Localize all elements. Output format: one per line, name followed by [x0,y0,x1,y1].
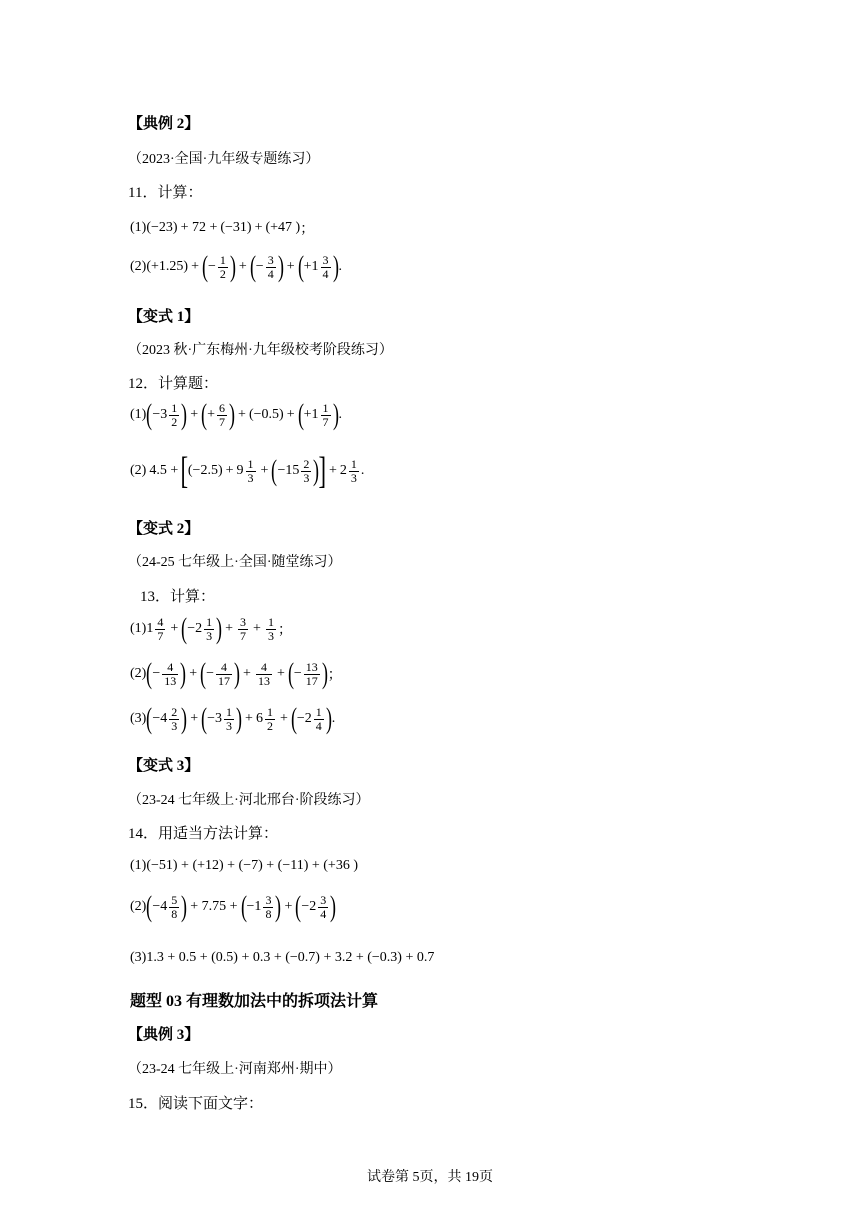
q11-p1-c: (−31) [220,220,252,235]
variant-2-source: （24-25 七年级上·全国·随堂练习） [128,555,342,570]
fraction: $\frac{3}{7}$ [240,614,247,643]
q14-part-2: (2) ( −4 $\frac{5}{8}$ ) + 7.75 + ( −1 $\frac{3}{8}$ ) + ( −2 $\frac{3}{4}$ ) [130,890,337,923]
q11-p1-e: (+47 ) [265,220,301,235]
q12-part-1: (1) ( −3 $\frac{1}{2}$ ) + ( + $\frac{6}{7}$ ) + (−0.5) + ( +1 $\frac{1}{7}$ ) . [130,398,342,431]
q11-part-2: (2) (+1.25) + ( − $\frac{1}{2}$ ) + ( − $\frac{3}{4}$ ) + ( + 1 $\frac{3}{4}$ ) . [130,250,342,283]
fraction: $\frac{1}{3}$ [267,614,274,643]
q11-p1-b: + 72 + [180,220,218,235]
fraction: $\frac{1}{3}$ [226,704,233,733]
question-13: 13．计算： [140,589,216,605]
question-12: 12．计算题： [128,376,219,392]
fraction: $\frac{13}{17}$ [305,659,318,688]
fraction: $\frac{6}{7}$ [219,400,226,429]
fraction: $\frac{4}{17}$ [218,659,231,688]
fraction: $\frac{2}{3}$ [171,704,178,733]
q13-part-1: (1) 1 $\frac{4}{7}$ + ( −2 $\frac{1}{3}$ ) + $\frac{3}{7}$ + $\frac{1}{3}$ ； [130,612,292,645]
variant-2-tag: 【变式 2】 [128,521,200,537]
fraction: $\frac{4}{7}$ [157,614,164,643]
fraction: $\frac{1}{3}$ [350,456,357,485]
q11-p2-idx: (2) [130,259,147,274]
fraction: $\frac{5}{8}$ [171,892,178,921]
fraction: $\frac{3}{4}$ [267,252,274,281]
fraction: $\frac{1}{2}$ [219,252,226,281]
question-15: 15．阅读下面文字： [128,1096,264,1112]
variant-1-source: （2023 秋·广东梅州·九年级校考阶段练习） [128,343,393,358]
fraction: $\frac{2}{3}$ [303,456,310,485]
fraction: $\frac{4}{13}$ [257,659,270,688]
fraction: $\frac{1}{4}$ [315,704,322,733]
q13-part-2: (2) ( − $\frac{4}{13}$ ) + ( − $\frac{4}{17}$ ) + $\frac{4}{13}$ + ( − $\frac{13}{17}$ ) ； [130,657,342,690]
q11-p1-idx: (1) [130,220,147,235]
q11-p1-d: + [254,220,263,235]
question-11: 11．计算： [128,185,203,201]
example-2-source: （2023·全国·九年级专题练习） [128,152,320,167]
fraction: $\frac{3}{4}$ [320,892,327,921]
variant-3-tag: 【变式 3】 [128,758,200,774]
fraction: $\frac{1}{3}$ [247,456,254,485]
page-footer: 试卷第 5页，共 19页 [367,1170,493,1185]
fraction: $\frac{4}{13}$ [164,659,177,688]
question-14: 14．用适当方法计算： [128,826,279,842]
fraction: $\frac{1}{3}$ [206,614,213,643]
q14-part-3: (3)1.3 + 0.5 + (0.5) + 0.3 + (−0.7) + 3.2 + (−0.3) + 0.7 [130,950,435,965]
fraction: $\frac{3}{8}$ [265,892,272,921]
q12-part-2: (2) 4.5 + [ (−2.5) + 9 $\frac{1}{3}$ + ( −15 $\frac{2}{3}$ ) ] + 2 $\frac{1}{3}$ . [130,450,365,492]
fraction: $\frac{1}{2}$ [266,704,273,733]
fraction: $\frac{3}{4}$ [322,252,329,281]
variant-3-source: （23-24 七年级上·河北邢台·阶段练习） [128,793,370,808]
fraction: $\frac{1}{7}$ [322,400,329,429]
q14-part-1: (1)(−51) + (+12) + (−7) + (−11) + (+36 ) [130,858,358,873]
q11-p1-end: ； [300,222,315,237]
q13-part-3: (3) ( −4 $\frac{2}{3}$ ) + ( −3 $\frac{1}{3}$ ) + 6 $\frac{1}{2}$ + ( −2 $\frac{1}{4}$ ) . [130,702,336,735]
section-title: 题型 03 有理数加法中的拆项法计算 [130,993,379,1010]
fraction: $\frac{1}{2}$ [171,400,178,429]
example-2-tag: 【典例 2】 [128,116,200,132]
variant-1-tag: 【变式 1】 [128,309,200,325]
example-3-source: （23-24 七年级上·河南郑州·期中） [128,1062,342,1077]
q11-part-1 [130,218,314,238]
q11-p2-a: (+1.25) [146,259,189,274]
example-3-tag: 【典例 3】 [128,1027,200,1043]
q11-p1-a: (−23) [146,220,178,235]
